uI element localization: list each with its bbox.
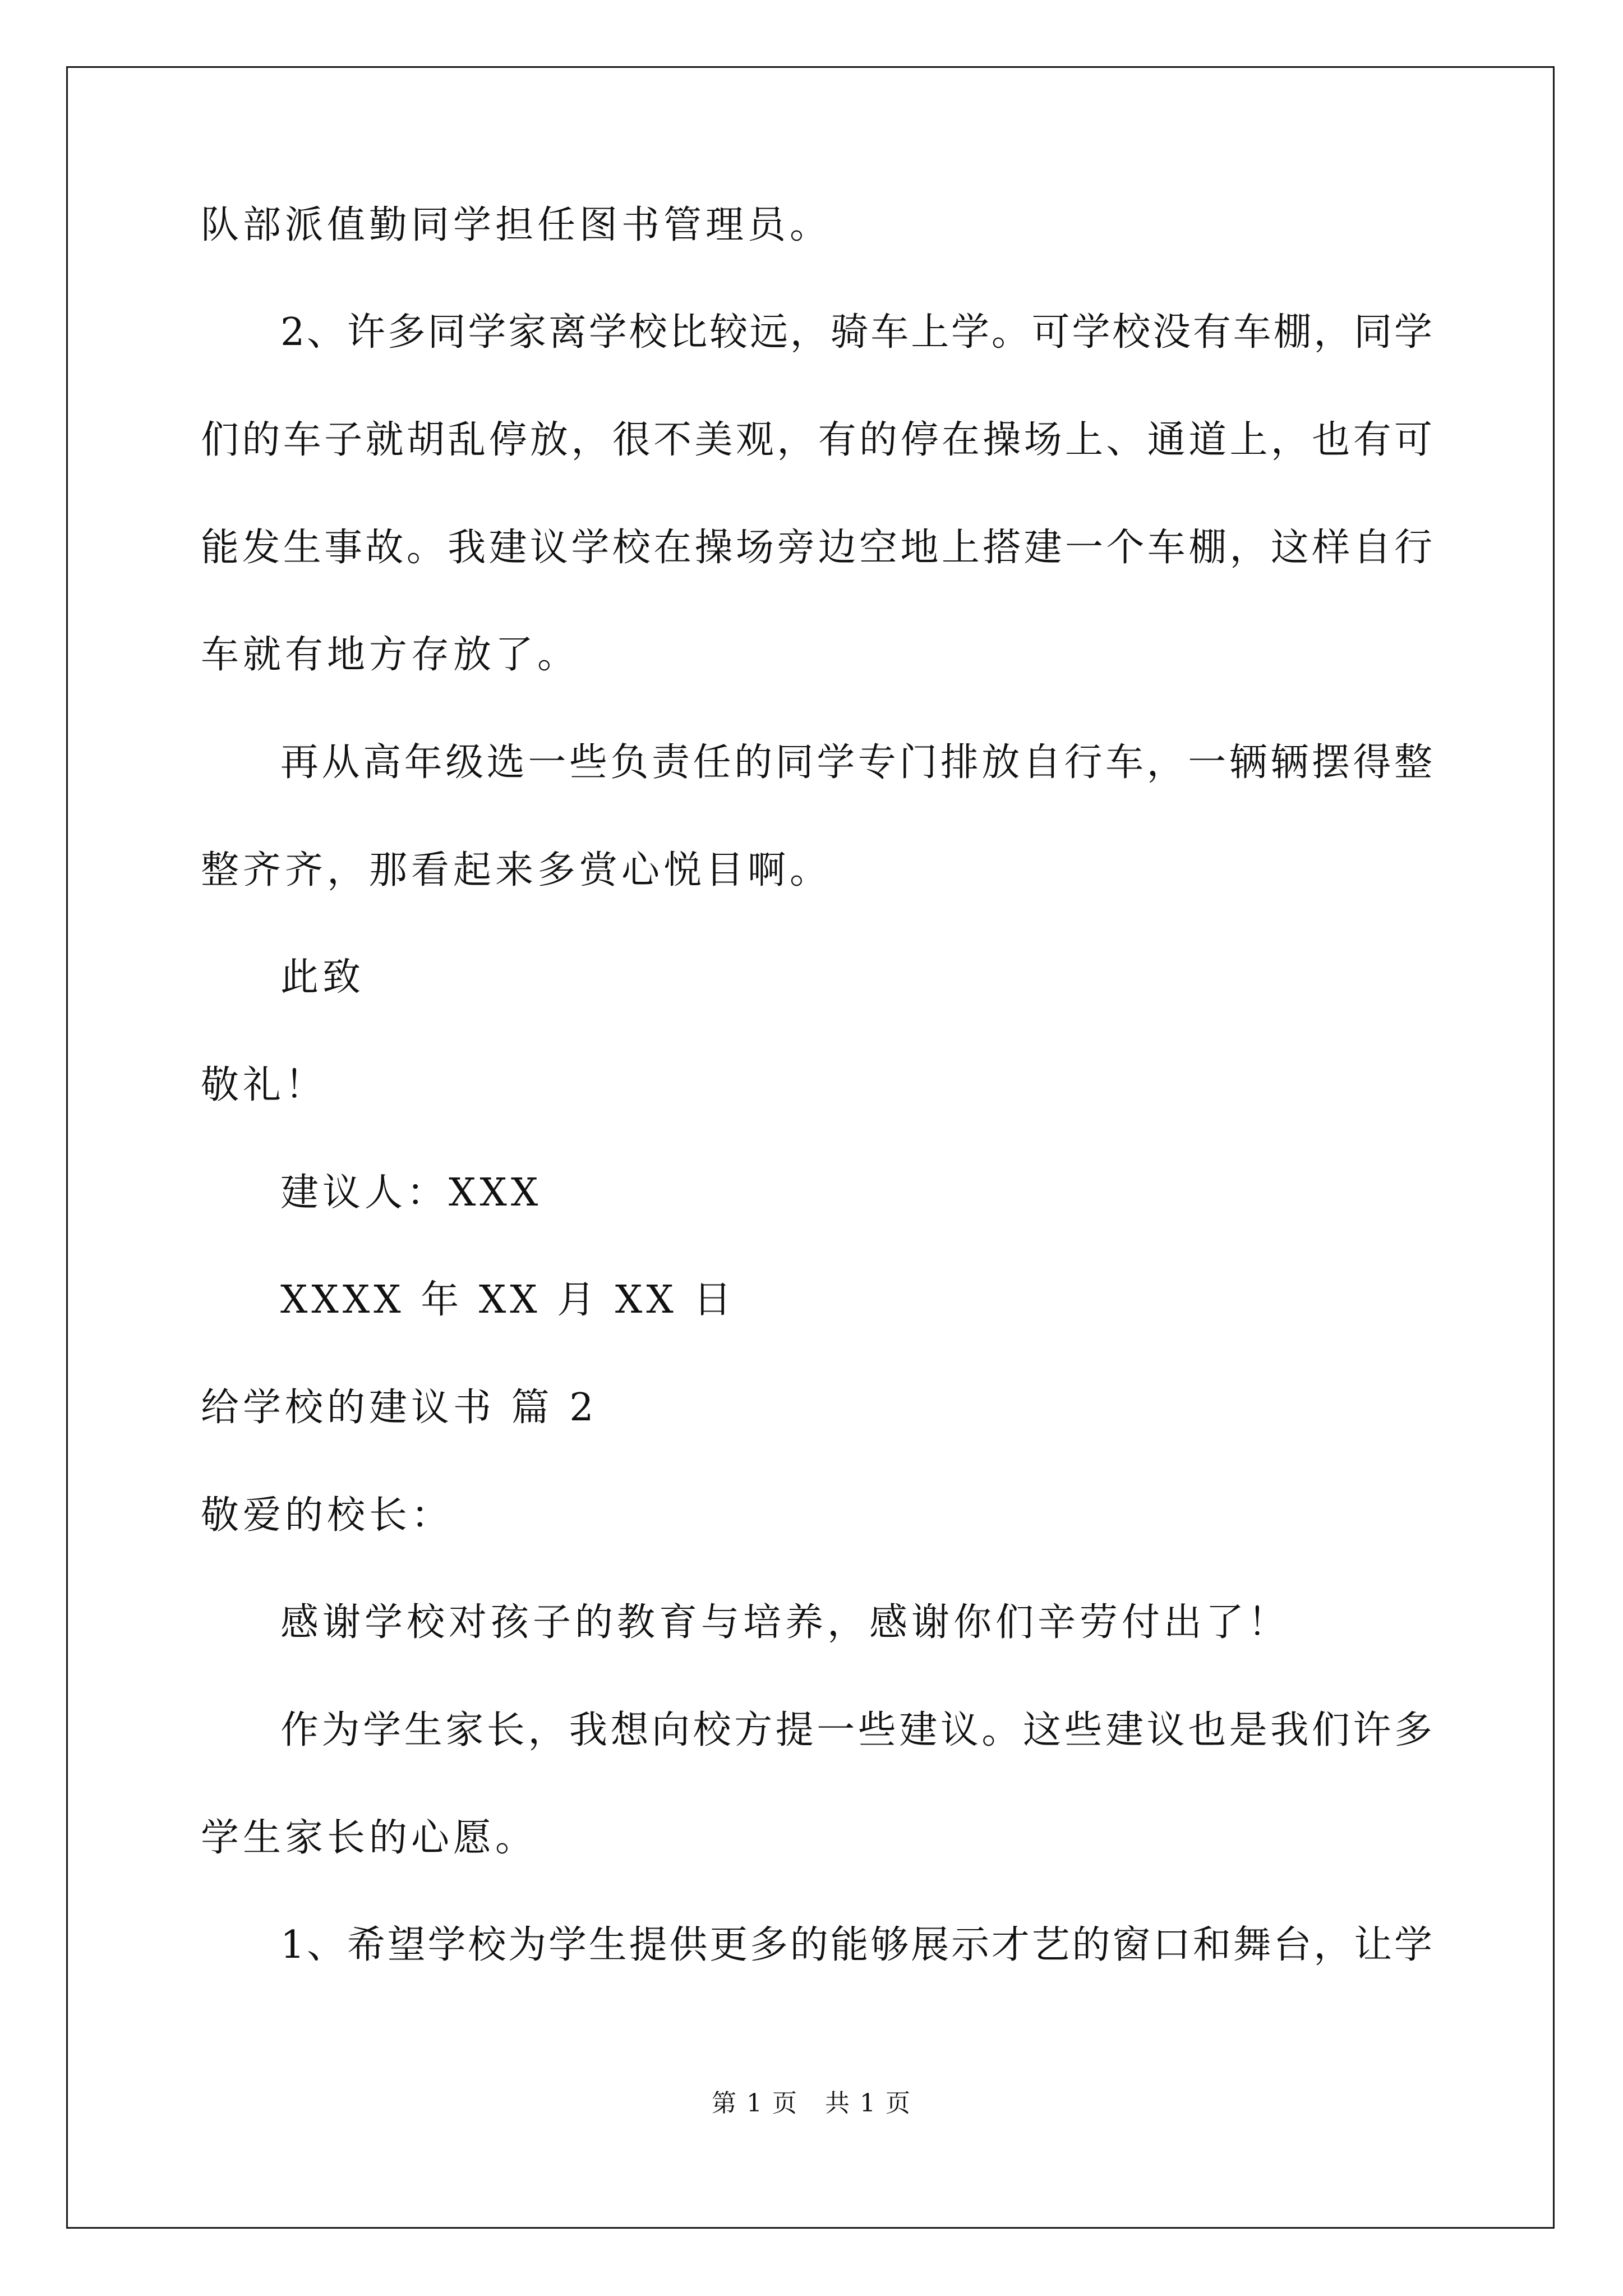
greeting: 敬爱的校长： <box>201 1493 454 1538</box>
text-line: 车就有地方存放了。 <box>201 633 580 677</box>
text-line: 们的车子就胡乱停放，很不美观，有的停在操场上、通道上，也有可 <box>201 418 1432 462</box>
text-line: 能发生事故。我建议学校在操场旁边空地上搭建一个车棚，这样自行 <box>201 526 1432 570</box>
page-footer <box>0 2087 1623 2120</box>
salutation: 敬礼！ <box>201 1063 328 1107</box>
signature-line: 建议人：XXX <box>280 1171 542 1215</box>
page-border <box>66 66 1555 2229</box>
section-title: 给学校的建议书 篇 2 <box>201 1386 598 1430</box>
page-number: 第 1 页 <box>712 2089 799 2118</box>
closing-phrase: 此致 <box>280 955 365 1000</box>
text-line: 感谢学校对孩子的教育与培养，感谢你们辛劳付出了！ <box>280 1600 1290 1645</box>
text-line: 2、许多同学家离学校比较远，骑车上学。可学校没有车棚，同学 <box>280 310 1432 355</box>
text-line: 再从高年级选一些负责任的同学专门排放自行车，一辆辆摆得整 <box>280 740 1432 785</box>
text-line: 1、希望学校为学生提供更多的能够展示才艺的窗口和舞台，让学 <box>280 1923 1432 1967</box>
text-line: 学生家长的心愿。 <box>201 1816 538 1860</box>
text-line: 整齐齐，那看起来多赏心悦目啊。 <box>201 848 832 892</box>
date-line: XXXX 年 XX 月 XX 日 <box>280 1278 736 1322</box>
page-total: 共 1 页 <box>824 2089 911 2118</box>
text-line: 队部派值勤同学担任图书管理员。 <box>201 203 832 247</box>
text-line: 作为学生家长，我想向校方提一些建议。这些建议也是我们许多 <box>280 1708 1432 1752</box>
